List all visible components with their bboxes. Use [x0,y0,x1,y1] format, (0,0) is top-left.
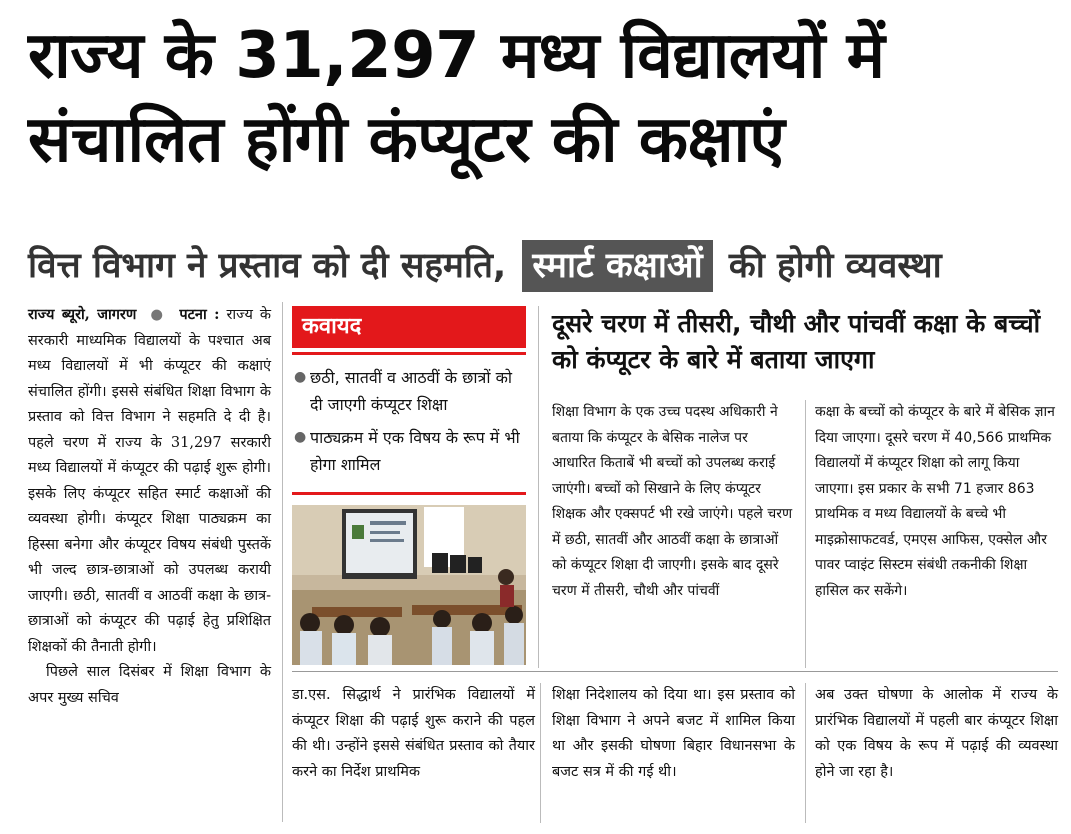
sidebar-bullets [294,364,526,484]
subheadline-highlight: स्मार्ट कक्षाओं [522,240,712,292]
sidebar-bullet [294,424,526,478]
sidebar-bullet-text: पाठ्यक्रम में एक विषय के रूप में भी होगा शामिल [310,428,520,474]
bullet-separator: ● [143,307,173,323]
sidebar-bullet [294,364,526,418]
headline-line-1: राज्य के 31,297 मध्य विद्यालयों में [28,19,885,93]
column-divider [805,400,806,668]
sidebar-label: कवायद [292,306,526,348]
bullet-dot-icon: ● [294,369,307,385]
classroom-photo [292,505,526,665]
horizontal-divider [292,671,1058,672]
bullet-dot-icon: ● [294,429,307,445]
sidebar-top-rule [292,352,526,355]
column-divider [540,683,541,823]
bottom-column-2: डा.एस. सिद्धार्थ ने प्रारंभिक विद्यालयों में कंप्यूटर शिक्षा की पढ़ाई शुरू कराने की पहल की थी। उन्होंने इससे संबंधित प्रस्ताव को तैयार करने का निर्देश प्राथमिक [292,687,535,780]
section-heading: दूसरे चरण में तीसरी, चौथी और पांचवीं कक्षा के बच्चों को कंप्यूटर के बारे में बताया जाएगा [552,309,1041,374]
dateline: पटना : [179,306,220,323]
sidebar-bottom-rule [292,492,526,495]
classroom-photo-illustration [292,505,526,665]
column-divider [805,683,806,823]
column-divider [282,302,283,822]
headline [28,14,1048,182]
column-1-body: राज्य के सरकारी माध्यमिक विद्यालयों के पश्चात अब मध्य विद्यालयों में भी कंप्यूटर की कक्षाएं संचालित होंगी। इससे संबंधित शिक्षा विभाग के प्रस्ताव को वित्त विभाग ने सहमति दे दी है। पहले चरण में राज्य के 31,297 सरकारी मध्य विद्यालयों में कंप्यूटर की पढ़ाई शुरू होगी। इसके लिए कंप्यूटर सहित स्मार्ट कक्षाओं की व्यवस्था होगी। कंप्यूटर शिक्षा पाठ्यक्रम का हिस्सा बनेगा और कंप्यूटर विषय संबंधी पुस्तकें भी जल्द छात्र-छात्राओं को उपलब्ध करायी जाएगी। छठी, सातवीं व आठवीं कक्षा के छात्र-छात्राओं को कंप्यूटर की पढ़ाई हेतु प्रशिक्षित शिक्षकों की तैनाती होगी। [28,307,272,655]
subheadline-text-before: वित्त विभाग ने प्रस्ताव को दी सहमति, [28,246,507,286]
subheadline [28,240,1058,292]
bottom-column-4: अब उक्त घोषणा के आलोक में राज्य के प्रारंभिक विद्यालयों में पहली बार कंप्यूटर शिक्षा को एक विषय के रूप में पढ़ाई की व्यवस्था होने जा रहा है। [815,687,1058,780]
column-divider [538,306,539,668]
article-column-4: कक्षा के बच्चों को कंप्यूटर के बारे में बेसिक ज्ञान दिया जाएगा। दूसरे चरण में 40,566 प्राथमिक विद्यालयों में कंप्यूटर शिक्षा को लागू किया जाएगा। इस प्रकार के सभी 71 हजार 863 प्राथमिक व मध्य विद्यालयों के बच्चे भी माइक्रोसाफटवर्ड, एमएस आफिस, एक्सेल और पावर प्वाइंट सिस्टम संबंधी तकनीकी शिक्षा हासिल कर सकेंगे। [815,404,1055,599]
column-1-paragraph-2: पिछले साल दिसंबर में शिक्षा विभाग के अपर मुख्य सचिव [28,664,271,706]
article-column-3: शिक्षा विभाग के एक उच्च पदस्थ अधिकारी ने बताया कि कंप्यूटर के बेसिक नालेज पर आधारित किताबें भी बच्चों को उपलब्ध कराई जाएंगी। बच्चों को सिखाने के लिए कंप्यूटर शिक्षक और एक्सपर्ट भी रखे जाएंगे। पहले चरण में छठी, सातवीं और आठवीं कक्षा के छात्राओं को कंप्यूटर शिक्षा दी जाएगी। इसके बाद दूसरे चरण में तीसरी, चौथी और पांचवीं [552,404,793,599]
column-1-paragraph-1 [28,302,271,660]
subheadline-text-after: की होगी व्यवस्था [728,246,942,286]
byline: राज्य ब्यूरो, जागरण [28,306,137,323]
article-column-1 [28,302,271,711]
headline-line-2: संचालित होंगी कंप्यूटर की कक्षाएं [28,103,785,177]
sidebar-bullet-text: छठी, सातवीं व आठवीं के छात्रों को दी जाएगी कंप्यूटर शिक्षा [310,368,513,414]
bottom-column-3: शिक्षा निदेशालय को दिया था। इस प्रस्ताव को शिक्षा विभाग ने अपने बजट में शामिल किया था और इसकी घोषणा बिहार विधानसभा के बजट सत्र में की गई थी। [552,687,795,780]
